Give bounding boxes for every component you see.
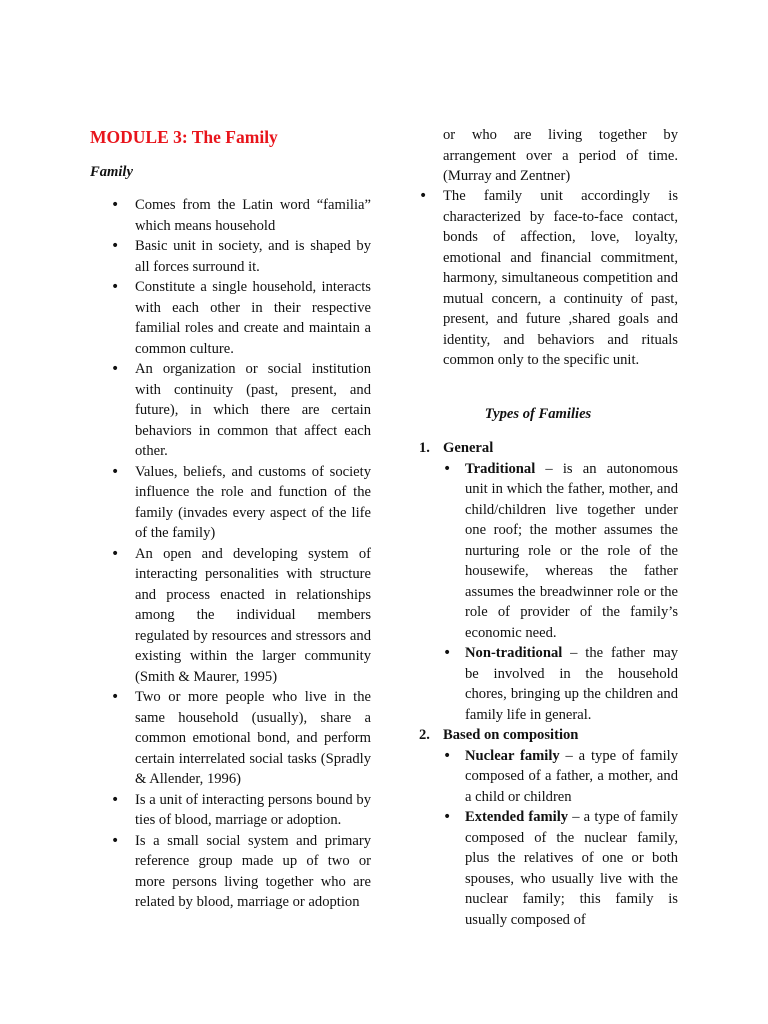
type-number: 1. [419, 440, 430, 456]
type-heading: General [443, 440, 494, 456]
term: Traditional [465, 460, 536, 477]
type-number: 2. [419, 727, 430, 743]
family-definitions-list [90, 195, 371, 913]
family-heading: Family [90, 164, 133, 180]
term: Extended family [465, 809, 569, 825]
list-item: • Values, beliefs, and customs of society influence the role and function of the family (invades every aspect of the life of the family) [90, 462, 371, 544]
term: Non-traditional [465, 645, 563, 661]
list-item [443, 459, 678, 644]
list-item [443, 746, 678, 808]
list-item [443, 807, 678, 930]
definition-continuation: or who are living together by arrangement over a period of time. (Murray and Zentner) [443, 127, 678, 184]
list-item: • Is a unit of interacting persons bound by ties of blood, marriage or adoption. [90, 790, 371, 831]
term-description: – is an autonomous unit in which the father, mother, and child/children live together under one roof; the mother assumes the nurturing role or the role of the housewife, whereas the father assumes the breadwinner role or the role of provider of the family’s economic need. [465, 460, 678, 641]
right-definitions-list [416, 186, 678, 371]
list-item: • An open and developing system of interacting personalities with structure and process enacted in relationships among the individual members regulated by resources and stressors and existing within the larger community (Smith & Maurer, 1995) [90, 544, 371, 688]
term-description: – the father may be involved in the household chores, bringing up the children and family life in general. [465, 645, 678, 723]
type-composition [416, 725, 678, 930]
list-item: • Basic unit in society, and is shaped by all forces surround it. [90, 236, 371, 277]
term: Nuclear family [465, 747, 560, 764]
list-item: • Is a small social system and primary reference group made up of two or more persons living together who are related by blood, marriage or adoption [90, 831, 371, 913]
list-item: • Constitute a single household, interacts with each other in their respective familial roles and create and maintain a common culture. [90, 277, 371, 359]
types-list [416, 438, 678, 930]
list-item: • Two or more people who live in the same household (usually), share a common emotional bond, and perform certain interrelated social tasks (Spradly & Allender, 1996) [90, 687, 371, 790]
term-description: – a type of family composed of the nuclear family, plus the relatives of one or both spouses, who usually live with the nuclear family; this family is usually composed of [465, 809, 678, 928]
type-general [416, 438, 678, 725]
list-item [443, 643, 678, 725]
module-title: MODULE 3: The Family [90, 127, 278, 147]
list-item: • Comes from the Latin word “familia” which means household [90, 195, 371, 236]
types-heading: Types of Families [484, 406, 592, 422]
list-item: • An organization or social institution with continuity (past, present, and future), in which there are certain behaviors in common that affect each other. [90, 359, 371, 462]
type-heading: Based on composition [443, 727, 579, 743]
term-description: – a type of family composed of a father, a mother, and a child or children [465, 747, 678, 805]
list-item: • The family unit accordingly is characterized by face-to-face contact, bonds of affection, love, loyalty, emotional and financial commitment, harmony, simultaneous competition and mutual concern, a continuity of past, present, and future ,shared goals and identity, and behaviors and rituals common only to the specific unit. [416, 186, 678, 371]
